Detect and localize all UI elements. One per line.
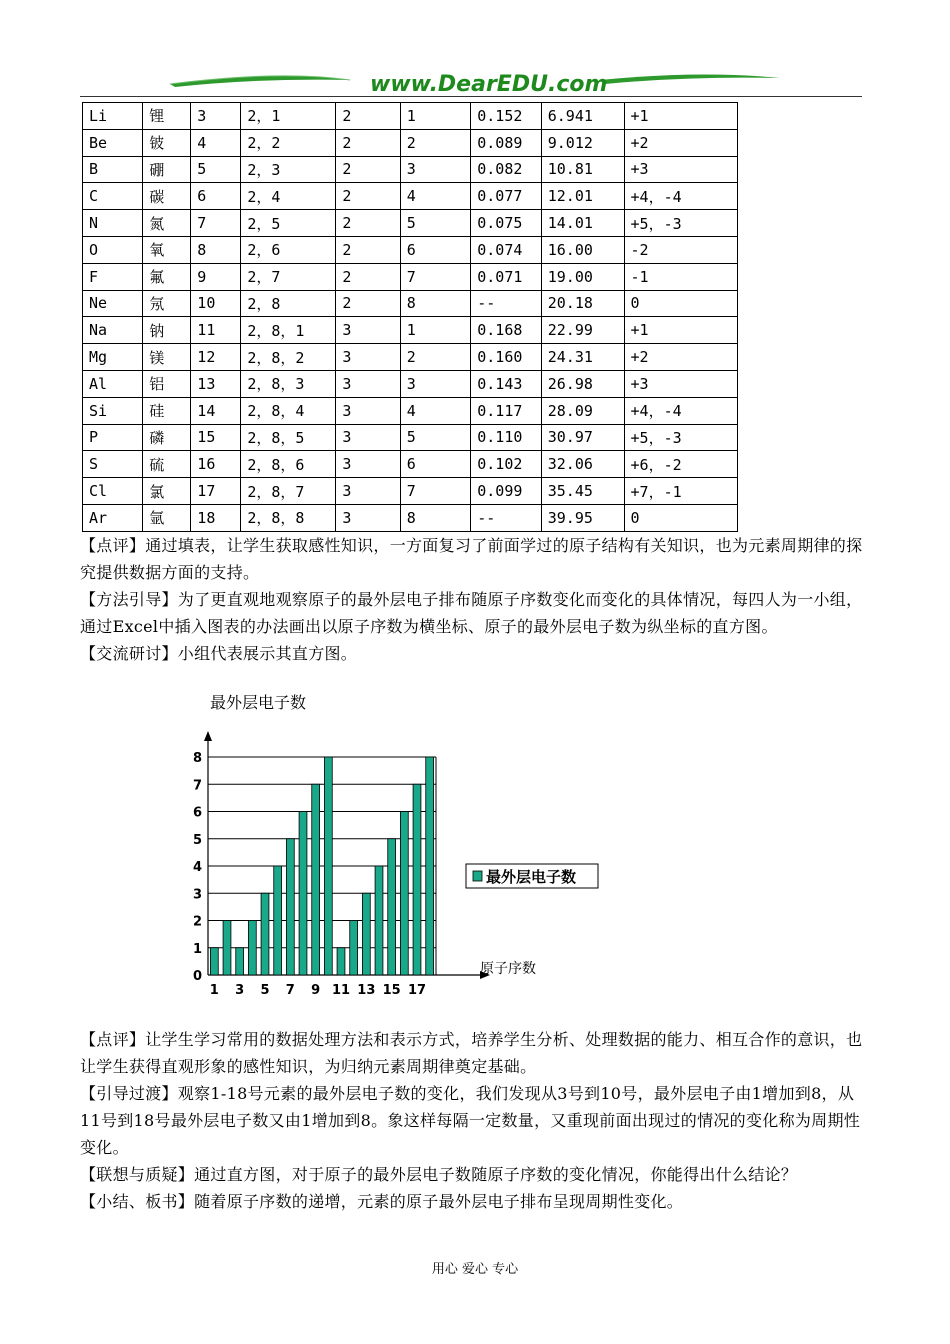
table-cell: +3 bbox=[624, 156, 737, 183]
bar bbox=[312, 784, 320, 975]
table-cell: 3 bbox=[336, 317, 400, 344]
x-tick-label: 7 bbox=[285, 983, 295, 998]
table-cell: 2 bbox=[336, 129, 400, 156]
table-row bbox=[83, 344, 738, 371]
table-row bbox=[83, 504, 738, 531]
table-cell: 2，4 bbox=[241, 183, 336, 210]
bar bbox=[350, 921, 358, 976]
table-cell: +7，-1 bbox=[624, 478, 737, 505]
table-cell: 钠 bbox=[143, 317, 191, 344]
site-name: www.DearEDU.com bbox=[370, 72, 608, 97]
bar bbox=[413, 784, 421, 975]
table-cell: 2 bbox=[336, 290, 400, 317]
table-row bbox=[83, 451, 738, 478]
bar bbox=[400, 812, 408, 976]
table-row bbox=[83, 370, 738, 397]
element-data-table bbox=[82, 102, 738, 532]
bar bbox=[324, 757, 332, 975]
bar bbox=[286, 839, 294, 975]
table-cell: 0 bbox=[624, 504, 737, 531]
table-row bbox=[83, 317, 738, 344]
y-axis-arrow bbox=[204, 731, 212, 741]
table-cell: 6 bbox=[400, 451, 471, 478]
table-cell: -1 bbox=[624, 263, 737, 290]
table-cell: 磷 bbox=[143, 424, 191, 451]
table-cell: Ar bbox=[83, 504, 143, 531]
table-cell: 氩 bbox=[143, 504, 191, 531]
text-section-top bbox=[80, 532, 864, 667]
table-cell: N bbox=[83, 210, 143, 237]
bar bbox=[248, 921, 256, 976]
table-cell: 2，8，3 bbox=[241, 370, 336, 397]
table-cell: 2，8，6 bbox=[241, 451, 336, 478]
table-cell: 氮 bbox=[143, 210, 191, 237]
table-cell: 32.06 bbox=[541, 451, 624, 478]
table-cell: 3 bbox=[336, 504, 400, 531]
table-cell: 0 bbox=[624, 290, 737, 317]
table-cell: 35.45 bbox=[541, 478, 624, 505]
table-cell: 0.082 bbox=[471, 156, 542, 183]
paragraph-comment-2: 【点评】让学生学习常用的数据处理方法和表示方式，培养学生分析、处理数据的能力、相互合作的意识，也让学生获得直观形象的感性知识，为归纳元素周期律奠定基础。 bbox=[80, 1030, 863, 1076]
table-cell: 14.01 bbox=[541, 210, 624, 237]
table-cell: 2，8，8 bbox=[241, 504, 336, 531]
table-row bbox=[83, 129, 738, 156]
table-cell: 3 bbox=[336, 478, 400, 505]
table-cell: 10.81 bbox=[541, 156, 624, 183]
table-cell: 0.152 bbox=[471, 103, 542, 130]
table-cell: 氧 bbox=[143, 236, 191, 263]
table-cell: 2，8，1 bbox=[241, 317, 336, 344]
bar bbox=[261, 893, 269, 975]
table-cell: 2 bbox=[336, 183, 400, 210]
table-cell: -- bbox=[471, 504, 542, 531]
table-cell: 4 bbox=[400, 183, 471, 210]
bar bbox=[375, 866, 383, 975]
table-cell: 26.98 bbox=[541, 370, 624, 397]
table-cell: 3 bbox=[336, 451, 400, 478]
table-cell: Cl bbox=[83, 478, 143, 505]
table-cell: 12.01 bbox=[541, 183, 624, 210]
bar bbox=[362, 893, 370, 975]
chart-title: 最外层电子数 bbox=[210, 693, 307, 712]
table-cell: +5，-3 bbox=[624, 210, 737, 237]
table-cell: 2，1 bbox=[241, 103, 336, 130]
table-cell: 11 bbox=[191, 317, 241, 344]
table-cell: 22.99 bbox=[541, 317, 624, 344]
bar bbox=[210, 948, 218, 975]
table-cell: 9.012 bbox=[541, 129, 624, 156]
site-header-banner bbox=[80, 68, 862, 98]
table-cell: 0.089 bbox=[471, 129, 542, 156]
paragraph-discussion: 【交流研讨】小组代表展示其直方图。 bbox=[80, 644, 358, 663]
table-cell: 2 bbox=[336, 236, 400, 263]
y-tick-label: 6 bbox=[192, 805, 202, 821]
table-cell: +4，-4 bbox=[624, 397, 737, 424]
table-cell: 4 bbox=[191, 129, 241, 156]
table-cell: 6 bbox=[191, 183, 241, 210]
table-cell: +3 bbox=[624, 370, 737, 397]
table-cell: 2 bbox=[400, 129, 471, 156]
y-tick-label: 1 bbox=[192, 941, 202, 957]
legend-swatch bbox=[473, 871, 482, 881]
table-cell: Be bbox=[83, 129, 143, 156]
table-cell: 3 bbox=[191, 103, 241, 130]
header-swoosh-logo bbox=[80, 68, 862, 98]
table-row bbox=[83, 103, 738, 130]
table-cell: 铍 bbox=[143, 129, 191, 156]
table-cell: 28.09 bbox=[541, 397, 624, 424]
table-cell: 9 bbox=[191, 263, 241, 290]
table-cell: P bbox=[83, 424, 143, 451]
table-cell: 5 bbox=[400, 424, 471, 451]
table-cell: 7 bbox=[191, 210, 241, 237]
bar bbox=[426, 757, 434, 975]
histogram-chart bbox=[170, 715, 630, 1000]
table-cell: 0.168 bbox=[471, 317, 542, 344]
table-cell: 碳 bbox=[143, 183, 191, 210]
x-axis-label: 原子序数 bbox=[480, 961, 536, 977]
table-cell: 5 bbox=[400, 210, 471, 237]
table-cell: Al bbox=[83, 370, 143, 397]
table-cell: 0.102 bbox=[471, 451, 542, 478]
y-tick-label: 4 bbox=[192, 860, 202, 875]
table-cell: 硅 bbox=[143, 397, 191, 424]
bar bbox=[223, 921, 231, 976]
paragraph-summary: 【小结、板书】随着原子序数的递增，元素的原子最外层电子排布呈现周期性变化。 bbox=[80, 1192, 684, 1211]
table-cell: 2，8，2 bbox=[241, 344, 336, 371]
table-cell: 2 bbox=[336, 156, 400, 183]
table-cell: 2 bbox=[336, 103, 400, 130]
x-tick-label: 11 bbox=[331, 983, 351, 998]
table-cell: 2，2 bbox=[241, 129, 336, 156]
table-cell: 16.00 bbox=[541, 236, 624, 263]
table-cell: 0.099 bbox=[471, 478, 542, 505]
table-cell: 2 bbox=[336, 210, 400, 237]
table-cell: 2，7 bbox=[241, 263, 336, 290]
paragraph-method-guide: 【方法引导】为了更直观地观察原子的最外层电子排布随原子序数变化而变化的具体情况，每四人为一小组，通过Excel中插入图表的办法画出以原子序数为横坐标、原子的最外层电子数为纵坐标的直方图。 bbox=[80, 590, 863, 636]
y-tick-label: 3 bbox=[192, 887, 202, 903]
x-tick-label: 15 bbox=[382, 983, 401, 998]
table-cell: 0.074 bbox=[471, 236, 542, 263]
table-cell: 镁 bbox=[143, 344, 191, 371]
table-cell: 7 bbox=[400, 263, 471, 290]
table-cell: 硼 bbox=[143, 156, 191, 183]
table-cell: 0.160 bbox=[471, 344, 542, 371]
table-row bbox=[83, 290, 738, 317]
table-cell: Ne bbox=[83, 290, 143, 317]
table-row bbox=[83, 156, 738, 183]
table-cell: 2，8，5 bbox=[241, 424, 336, 451]
table-cell: 14 bbox=[191, 397, 241, 424]
table-cell: 7 bbox=[400, 478, 471, 505]
table-cell: +1 bbox=[624, 103, 737, 130]
table-cell: 18 bbox=[191, 504, 241, 531]
legend-label: 最外层电子数 bbox=[486, 868, 577, 886]
x-tick-label: 13 bbox=[357, 983, 376, 998]
table-cell: 0.075 bbox=[471, 210, 542, 237]
table-cell: 0.143 bbox=[471, 370, 542, 397]
table-cell: 氯 bbox=[143, 478, 191, 505]
table-cell: 39.95 bbox=[541, 504, 624, 531]
bar bbox=[337, 948, 345, 975]
table-cell: -2 bbox=[624, 236, 737, 263]
table-cell: 铝 bbox=[143, 370, 191, 397]
table-cell: +6，-2 bbox=[624, 451, 737, 478]
table-cell: 3 bbox=[400, 156, 471, 183]
table-cell: 3 bbox=[336, 370, 400, 397]
table-cell: 3 bbox=[336, 344, 400, 371]
table-cell: 3 bbox=[400, 370, 471, 397]
table-cell: 8 bbox=[400, 290, 471, 317]
table-cell: 2，8 bbox=[241, 290, 336, 317]
table-cell: C bbox=[83, 183, 143, 210]
table-cell: 19.00 bbox=[541, 263, 624, 290]
table-cell: 1 bbox=[400, 103, 471, 130]
bar bbox=[274, 866, 282, 975]
table-cell: 8 bbox=[400, 504, 471, 531]
x-tick-label: 5 bbox=[260, 983, 270, 998]
header-rule bbox=[80, 96, 862, 97]
table-cell: 2，8，7 bbox=[241, 478, 336, 505]
table-cell: 硫 bbox=[143, 451, 191, 478]
table-cell: 2，3 bbox=[241, 156, 336, 183]
table-cell: B bbox=[83, 156, 143, 183]
table-cell: +5，-3 bbox=[624, 424, 737, 451]
table-cell: +2 bbox=[624, 344, 737, 371]
y-tick-label: 7 bbox=[192, 778, 202, 794]
table-cell: 13 bbox=[191, 370, 241, 397]
bar bbox=[388, 839, 396, 975]
table-cell: 30.97 bbox=[541, 424, 624, 451]
x-tick-label: 3 bbox=[235, 983, 245, 998]
table-row bbox=[83, 236, 738, 263]
table-cell: 6.941 bbox=[541, 103, 624, 130]
table-cell: 2，5 bbox=[241, 210, 336, 237]
table-cell: 15 bbox=[191, 424, 241, 451]
table-cell: 0.077 bbox=[471, 183, 542, 210]
y-tick-label: 0 bbox=[192, 969, 202, 984]
table-cell: Mg bbox=[83, 344, 143, 371]
table-cell: 24.31 bbox=[541, 344, 624, 371]
table-cell: 12 bbox=[191, 344, 241, 371]
table-cell: 0.071 bbox=[471, 263, 542, 290]
table-cell: 5 bbox=[191, 156, 241, 183]
y-tick-label: 2 bbox=[192, 914, 202, 930]
table-cell: +4，-4 bbox=[624, 183, 737, 210]
table-cell: 2，6 bbox=[241, 236, 336, 263]
table-row bbox=[83, 210, 738, 237]
table-row bbox=[83, 478, 738, 505]
table-cell: 8 bbox=[191, 236, 241, 263]
x-tick-label: 1 bbox=[209, 983, 219, 998]
table-cell: 1 bbox=[400, 317, 471, 344]
x-tick-label: 9 bbox=[311, 983, 321, 998]
bar bbox=[299, 812, 307, 976]
table-row bbox=[83, 263, 738, 290]
table-cell: 4 bbox=[400, 397, 471, 424]
paragraph-question: 【联想与质疑】通过直方图，对于原子的最外层电子数随原子序数的变化情况，你能得出什么结论？ bbox=[80, 1165, 798, 1184]
table-cell: 3 bbox=[336, 397, 400, 424]
table-cell: 2 bbox=[336, 263, 400, 290]
table-cell: 20.18 bbox=[541, 290, 624, 317]
table-cell: Si bbox=[83, 397, 143, 424]
table-cell: Na bbox=[83, 317, 143, 344]
table-cell: S bbox=[83, 451, 143, 478]
table-cell: 氖 bbox=[143, 290, 191, 317]
y-tick-label: 8 bbox=[192, 751, 202, 766]
table-cell: 锂 bbox=[143, 103, 191, 130]
table-cell: F bbox=[83, 263, 143, 290]
table-cell: -- bbox=[471, 290, 542, 317]
table-cell: 0.110 bbox=[471, 424, 542, 451]
x-tick-label: 17 bbox=[407, 983, 427, 998]
table-cell: +1 bbox=[624, 317, 737, 344]
table-cell: 2 bbox=[400, 344, 471, 371]
table-cell: 16 bbox=[191, 451, 241, 478]
text-section-bottom bbox=[80, 1026, 864, 1215]
table-cell: 10 bbox=[191, 290, 241, 317]
table-row bbox=[83, 424, 738, 451]
table-cell: O bbox=[83, 236, 143, 263]
y-tick-label: 5 bbox=[192, 832, 202, 848]
table-row bbox=[83, 397, 738, 424]
table-cell: 3 bbox=[336, 424, 400, 451]
paragraph-transition: 【引导过渡】观察1-18号元素的最外层电子数的变化，我们发现从3号到10号，最外层电子由1增加到8，从11号到18号最外层电子数又由1增加到8。象这样每隔一定数量，又重现前面出现过的情况的变化称为周期性变化。 bbox=[80, 1084, 861, 1157]
table-cell: Li bbox=[83, 103, 143, 130]
table-cell: 6 bbox=[400, 236, 471, 263]
bar bbox=[236, 948, 244, 975]
paragraph-comment-1: 【点评】通过填表，让学生获取感性知识，一方面复习了前面学过的原子结构有关知识，也为元素周期律的探究提供数据方面的支持。 bbox=[80, 536, 863, 582]
table-cell: 2，8，4 bbox=[241, 397, 336, 424]
page-footer: 用心 爱心 专心 bbox=[431, 1262, 519, 1277]
table-row bbox=[83, 183, 738, 210]
table-cell: 0.117 bbox=[471, 397, 542, 424]
table-cell: 氟 bbox=[143, 263, 191, 290]
table-cell: 17 bbox=[191, 478, 241, 505]
table-cell: +2 bbox=[624, 129, 737, 156]
